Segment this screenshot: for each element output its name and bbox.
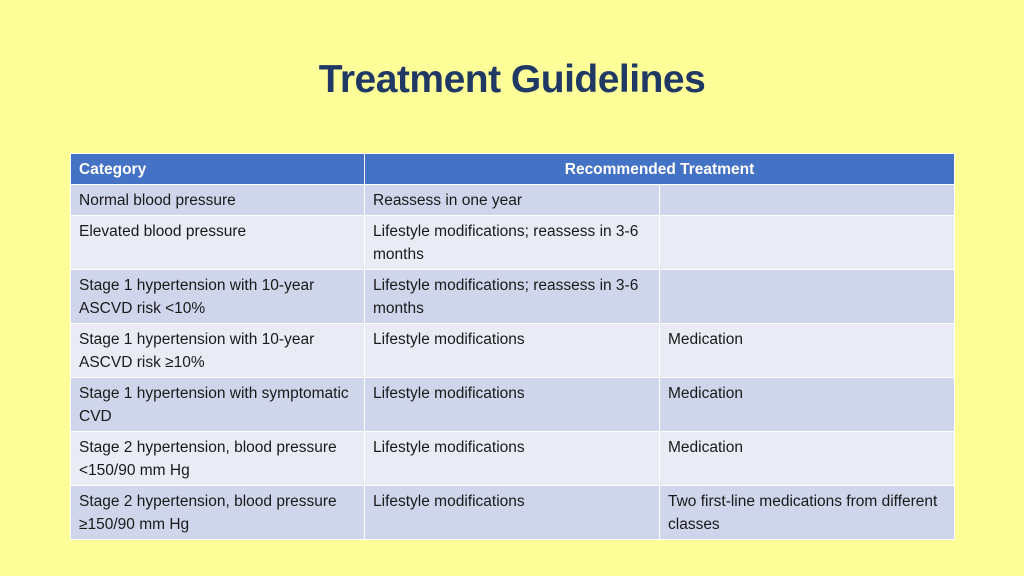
category-cell: Normal blood pressure xyxy=(71,185,365,216)
table-row xyxy=(71,486,955,540)
category-cell: Stage 2 hypertension, blood pressure <150/90 mm Hg xyxy=(71,432,365,486)
treatment-table xyxy=(70,153,955,540)
treatment-cell: Lifestyle modifications xyxy=(365,324,660,378)
table-header-row xyxy=(71,154,955,185)
header-category: Category xyxy=(71,154,365,185)
treatment-cell: Lifestyle modifications; reassess in 3-6 months xyxy=(365,216,660,270)
table-row xyxy=(71,378,955,432)
treatment-extra-cell xyxy=(660,185,955,216)
treatment-extra-cell xyxy=(660,216,955,270)
slide-title: Treatment Guidelines xyxy=(318,58,706,101)
treatment-extra-cell xyxy=(660,270,955,324)
treatment-extra-cell: Medication xyxy=(660,324,955,378)
category-cell: Stage 2 hypertension, blood pressure ≥150/90 mm Hg xyxy=(71,486,365,540)
table-row xyxy=(71,324,955,378)
category-cell: Stage 1 hypertension with symptomatic CVD xyxy=(71,378,365,432)
treatment-cell: Lifestyle modifications xyxy=(365,486,660,540)
table-row xyxy=(71,216,955,270)
treatment-cell: Lifestyle modifications xyxy=(365,432,660,486)
category-cell: Stage 1 hypertension with 10-year ASCVD risk <10% xyxy=(71,270,365,324)
treatment-extra-cell: Medication xyxy=(660,432,955,486)
category-cell: Elevated blood pressure xyxy=(71,216,365,270)
treatment-cell: Reassess in one year xyxy=(365,185,660,216)
table-row xyxy=(71,185,955,216)
treatment-extra-cell: Two first-line medications from different classes xyxy=(660,486,955,540)
category-cell: Stage 1 hypertension with 10-year ASCVD risk ≥10% xyxy=(71,324,365,378)
table-row xyxy=(71,270,955,324)
treatment-extra-cell: Medication xyxy=(660,378,955,432)
treatment-cell: Lifestyle modifications; reassess in 3-6 months xyxy=(365,270,660,324)
table-row xyxy=(71,432,955,486)
header-recommended-treatment: Recommended Treatment xyxy=(365,154,955,185)
treatment-cell: Lifestyle modifications xyxy=(365,378,660,432)
